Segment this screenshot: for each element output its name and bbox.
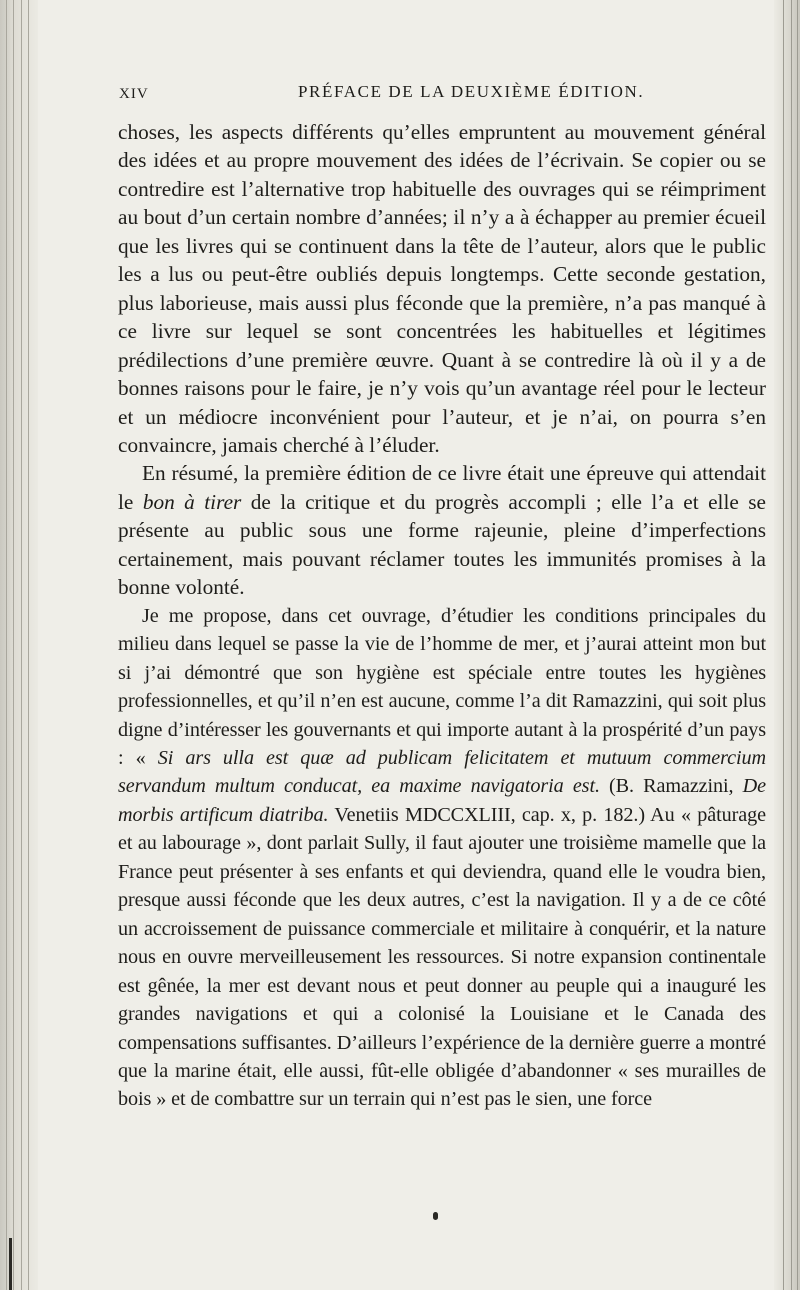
page-header [119,82,759,106]
page-number: XIV [119,86,149,102]
print-speck [433,1212,438,1220]
paragraph-1: choses, les aspects différents qu’elles empruntent au mouvement général des idées et au propre mouvement des idées de l’écrivain. Se copier ou se contredire est l’alternative trop habituelle des ouvrages qui se réimpriment au bout d’un certain nombre d’années; il n’y a à échapper au premier écueil que les livres qui se continuent dans la tête de l’auteur, alors que le public les a lus ou peut-être oubliés depuis longtemps. Cette seconde gestation, plus laborieuse, mais aussi plus féconde que la première, n’a pas manqué à ce livre sur lequel se sont concentrées les habituelles et légitimes prédilections d’une première œuvre. Quant à se contredire là où il y a de bonnes raisons pour le faire, je n’y vois qu’un avantage réel pour le lecteur et un médiocre inconvénient pour l’auteur, et je n’ai, on pourra s’en convaincre, jamais cherché à l’éluder. [118,120,766,457]
latin-quote: Si ars ulla est quæ ad publicam felicitatem et mutuum commercium servandum multum conducat, ea maxime navigatoria est. [118,746,766,798]
left-page-edge [0,0,38,1290]
paragraph-3: Je me propose, dans cet ouvrage, d’étudier les conditions principales du milieu dans lequel se passe la vie de l’homme de mer, et j’aurai atteint mon but si j’ai démontré que son hygiène est spéciale entre toutes les hygiènes professionnelles, et qu’il n’en est aucune, comme l’a dit Ramazzini, qui soit plus digne d’intéresser les gouvernants et qui importe autant à la prospérité d’un pays : « Si ars ulla est quæ ad publicam felicitatem et mutuum commercium servandum multum conducat, ea maxime navigatoria est. (B. Ramazzini, De morbis artificum diatriba. Venetiis MDCCXLIII, cap. x, p. 182.) Au « pâturage et au labourage », dont parlait Sully, il faut ajouter une troisième mamelle que la France peut présenter à ses enfants et qui deviendra, quand elle le voudra bien, presque aussi féconde que les deux autres, c’est la navigation. Il y a de ce côté un accroissement de puissance commerciale et militaire à conquérir, et la nature nous en ouvre merveilleusement les ressources. Si notre expansion continentale est gênée, la mer est devant nous et peut donner au peuple qui a inauguré les grandes navigations et qui a colonisé la Louisiane et le Canada des compensations suffisantes. D’ailleurs l’expérience de la dernière guerre a montré que la marine était, elle aussi, fût-elle obligée d’abandonner « ses murailles de bois » et de combattre sur un terrain qui n’est pas le sien, une force [118,604,766,1111]
right-page-edge [774,0,800,1290]
paragraph-2: En résumé, la première édition de ce livre était une épreuve qui attendait le bon à tirer de la critique et du progrès accompli ; elle l’a et elle se présente au public sous une forme rajeunie, pleine d’imperfections certainement, mais pouvant réclamer toutes les immunités promises à la bonne volonté. [118,461,766,600]
margin-bar [9,1238,12,1290]
italic-term: bon à tirer [142,489,242,514]
running-title: PRÉFACE DE LA DEUXIÈME ÉDITION. [298,82,645,101]
source-title: De morbis artificum diatriba. [118,775,766,826]
body-text [118,118,766,1114]
